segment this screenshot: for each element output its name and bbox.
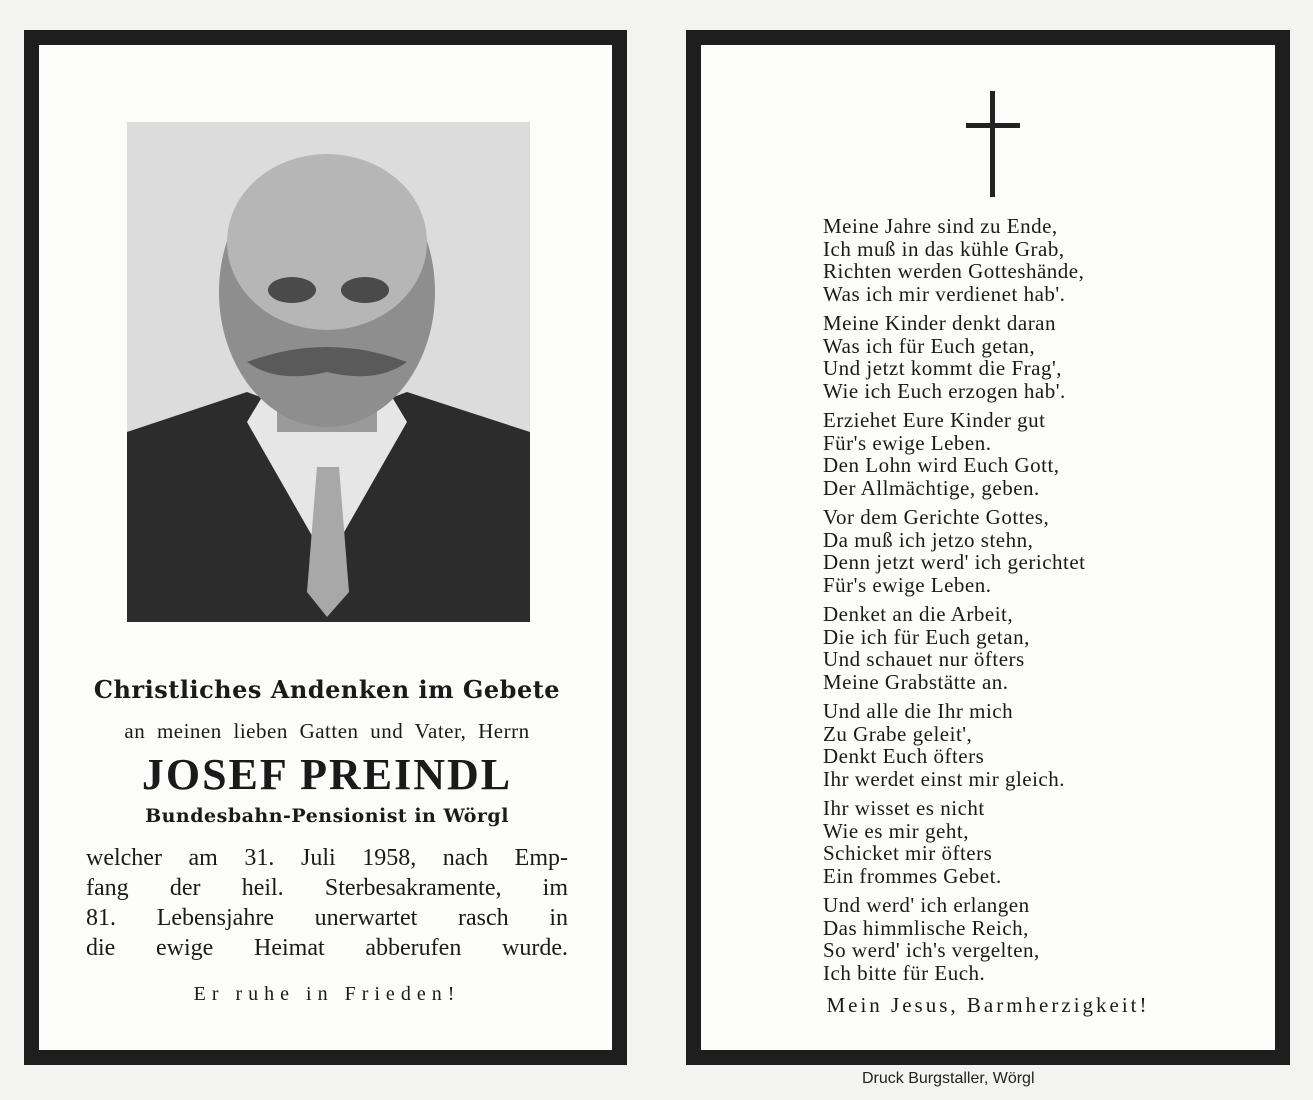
stanza [823,894,1203,984]
stanza [823,700,1203,790]
heading: Christliches Andenken im Gebete [93,675,561,704]
poem-line: Meine Kinder denkt daran [823,311,1057,335]
poem-line: Wie ich Euch erzogen hab'. [823,378,1066,403]
printer-credit: Druck Burgstaller, Wörgl [862,1070,1035,1087]
poem-line: Für's ewige Leben. [823,430,992,455]
poem-line: Den Lohn wird Euch Gott, [823,453,1060,477]
stanza [823,409,1203,499]
poem-line: Zu Grabe geleit', [823,721,973,746]
poem-line: Denn jetzt werd' ich gerichtet [823,550,1086,574]
poem-line: Und werd' ich erlangen [823,893,1030,917]
poem-line: Das himmlische Reich, [823,915,1029,940]
dedication: an meinen lieben Gatten und Vater, Herrn [124,719,530,743]
poem-line: Richten werden Gotteshände, [823,259,1085,283]
obituary-line: 81. Lebensjahre unerwartet rasch in [86,905,568,931]
poem-line: Da muß ich jetzo stehn, [823,527,1034,552]
obituary-line: die ewige Heimat abberufen wurde. [86,935,568,961]
stanza [823,603,1203,693]
poem-line: Erziehet Eure Kinder gut [823,408,1046,432]
poem-line: Ein frommes Gebet. [823,863,1002,888]
poem-line: Schicket mir öfters [823,841,993,865]
poem-line: Und alle die Ihr mich [823,699,1014,723]
poem-line: Und jetzt kommt die Frag', [823,356,1062,380]
poem-line: Wie es mir geht, [823,818,969,843]
poem-line: Was ich für Euch getan, [823,333,1036,358]
poem [823,215,1203,991]
poem-line: Was ich mir verdienet hab'. [823,281,1066,306]
poem-line: Meine Grabstätte an. [823,669,1009,694]
poem-line: Die ich für Euch getan, [823,624,1030,649]
obituary-text [86,843,568,963]
poem-line: Für's ewige Leben. [823,572,992,597]
stanza [823,797,1203,887]
rip-line: Er ruhe in Frieden! [193,983,461,1005]
poem-line: Der Allmächtige, geben. [823,475,1040,500]
obituary-line: welcher am 31. Juli 1958, nach Emp- [86,845,568,871]
closing-prayer: Mein Jesus, Barmherzigkeit! [826,993,1150,1017]
cross-icon [958,91,1028,197]
portrait-photo [127,122,530,622]
poem-line: Denket an die Arbeit, [823,602,1014,626]
poem-line: Meine Jahre sind zu Ende, [823,214,1058,238]
occupation: Bundesbahn-Pensionist in Wörgl [145,805,509,827]
stanza [823,312,1203,402]
poem-line: Vor dem Gerichte Gottes, [823,505,1050,529]
deceased-name: JOSEF PREINDL [141,750,513,799]
stanza [823,506,1203,596]
left-card [24,30,627,1065]
portrait-image [127,122,530,622]
right-card [686,30,1290,1065]
poem-line: So werd' ich's vergelten, [823,938,1040,962]
poem-line: Ich bitte für Euch. [823,960,986,985]
poem-line: Ihr wisset es nicht [823,796,985,820]
poem-line: Denkt Euch öfters [823,744,985,768]
stanza [823,215,1203,305]
poem-line: Und schauet nur öfters [823,647,1025,671]
poem-line: Ihr werdet einst mir gleich. [823,766,1066,791]
poem-line: Ich muß in das kühle Grab, [823,236,1065,261]
obituary-line: fang der heil. Sterbesakramente, im [86,875,568,901]
